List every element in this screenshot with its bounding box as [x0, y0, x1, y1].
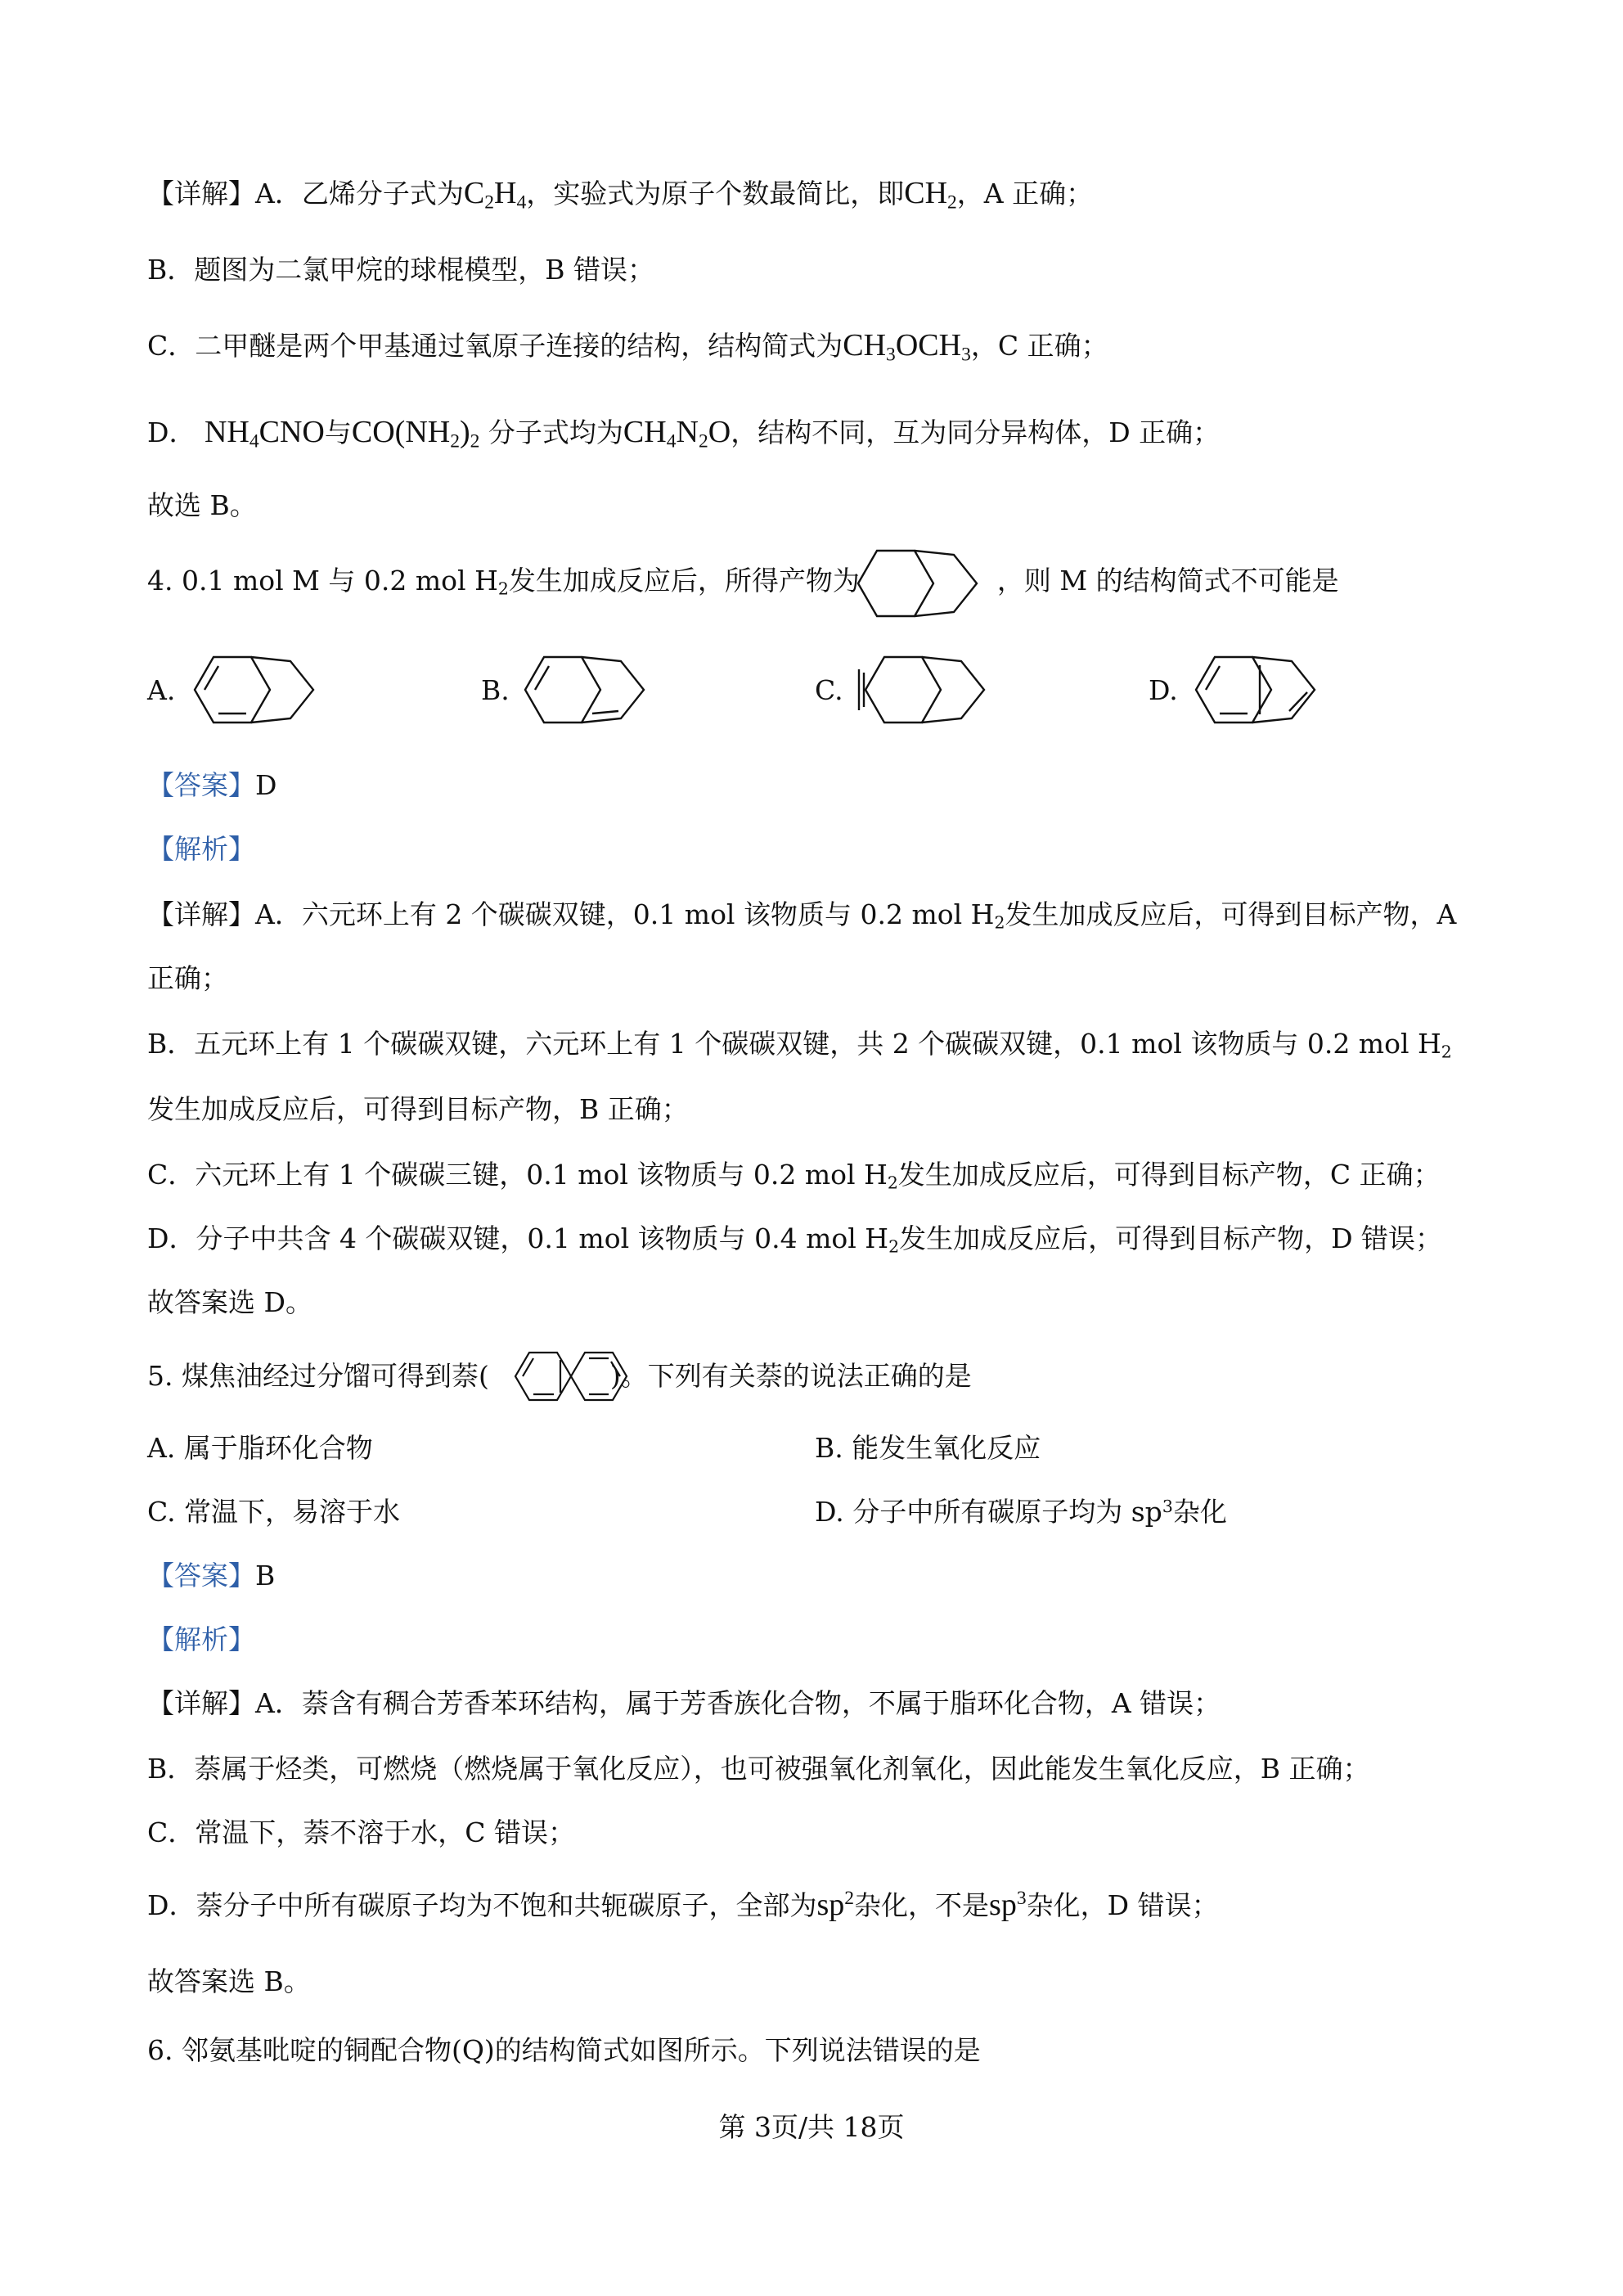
q6-stem: 6. 邻氨基吡啶的铜配合物(Q)的结构简式如图所示。下列说法错误的是: [147, 2034, 981, 2066]
sym: NH: [204, 415, 250, 449]
sub: 2: [888, 1236, 900, 1257]
q4-option-c-label: C.: [815, 674, 843, 706]
sub: 2: [887, 1173, 898, 1193]
q4-detail-a: [147, 897, 1456, 933]
text: D．萘分子中所有碳原子均为不饱和共轭碳原子，全部为: [147, 1889, 817, 1921]
text: 与: [324, 416, 352, 448]
text: ，结构不同，互为同分异构体，D 正确；: [731, 416, 1221, 448]
text: 【详解】A．乙烯分子式为: [147, 178, 464, 209]
text: ，则 M 的结构简式不可能是: [996, 565, 1339, 597]
formula-ch2: [904, 176, 957, 214]
q4-option-b-label: B.: [481, 674, 510, 706]
formula-ch4n2o: [623, 415, 731, 452]
q5-analysis-tag: 【解析】: [147, 1623, 255, 1655]
q5-option-d: [815, 1494, 1227, 1530]
text: 杂化: [1172, 1496, 1227, 1528]
sup: 3: [1162, 1496, 1173, 1516]
answer-value: B: [255, 1560, 276, 1591]
q4-option-a-structure: [187, 646, 326, 733]
q4-detail-a-cont: 正确；: [147, 962, 228, 994]
sub: 2: [698, 430, 708, 452]
sym: CH: [843, 328, 887, 362]
product-structure-hydrindane: [846, 540, 987, 627]
text: ，实验式为原子个数最简比，即: [526, 178, 905, 209]
formula-ch3och3: [843, 328, 971, 366]
q4-detail-d: [147, 1221, 1442, 1257]
formula-urea: [351, 415, 480, 452]
text: )。下列有关萘的说法正确的是: [609, 1360, 972, 1392]
q5-option-b: B. 能发生氧化反应: [815, 1432, 1041, 1464]
sym: N: [676, 415, 699, 449]
text: 杂化，D 错误；: [1026, 1889, 1219, 1921]
text: C．六元环上有 1 个碳碳三键，0.1 mol 该物质与 0.2 mol H: [147, 1159, 888, 1191]
sub: 2: [947, 191, 957, 214]
sub: 2: [484, 191, 494, 214]
q4-analysis-tag: 【解析】: [147, 833, 255, 865]
q5-answer: [147, 1558, 275, 1594]
text: 分子式均为: [488, 416, 623, 448]
text: 发生加成反应后，可得到目标产物，C 正确；: [897, 1159, 1441, 1191]
formula-sp3: [989, 1888, 1027, 1922]
q3-detail-a: [147, 175, 1093, 212]
text: D. 分子中所有碳原子均为 sp: [815, 1496, 1162, 1528]
q4-option-d-structure: [1188, 646, 1335, 733]
sub: 2: [1441, 1042, 1452, 1062]
q3-conclusion: 故选 B。: [147, 489, 257, 521]
sup: 3: [1016, 1888, 1027, 1910]
sym: sp: [816, 1888, 845, 1922]
answer-tag: 【答案】: [147, 1560, 255, 1591]
q4-detail-b: [147, 1026, 1452, 1062]
q5-option-c: C. 常温下，易溶于水: [147, 1496, 401, 1528]
sym: C: [463, 176, 485, 210]
sym: CO(NH: [351, 415, 451, 449]
q3-detail-d: [147, 414, 1220, 451]
q5-detail-d: [147, 1887, 1219, 1924]
q5-detail-a: 【详解】A．萘含有稠合芳香苯环结构，属于芳香族化合物，不属于脂环化合物，A 错误；: [147, 1687, 1221, 1719]
text: 【详解】A．六元环上有 2 个碳碳双键，0.1 mol 该物质与 0.2 mol H: [147, 898, 995, 930]
sym: ): [459, 415, 470, 449]
text: 发生加成反应后，可得到目标产物，A: [1005, 898, 1457, 930]
q4-stem: [147, 563, 1339, 599]
sym: O: [708, 415, 731, 449]
text: C．二甲醚是两个甲基通过氧原子连接的结构，结构简式为: [147, 330, 843, 362]
text: 发生加成反应后，可得到目标产物，D 错误；: [899, 1222, 1443, 1254]
formula-nh4cno: [204, 415, 325, 452]
q4-detail-c: [147, 1157, 1441, 1193]
text: D．: [147, 416, 196, 448]
sub: 2: [994, 912, 1005, 933]
text: ，C 正确；: [970, 330, 1108, 362]
q5-conclusion: 故答案选 B。: [147, 1965, 311, 1997]
answer-value: D: [255, 769, 277, 801]
q4-option-b-structure: [517, 646, 656, 733]
text: 4. 0.1 mol M 与 0.2 mol H: [147, 565, 498, 597]
sub: 4: [666, 430, 677, 452]
q4-option-d-label: D.: [1149, 674, 1178, 706]
sub: 3: [961, 344, 971, 366]
q4-option-a-label: A.: [147, 674, 176, 706]
formula-c2h4: [463, 176, 527, 214]
sym: CH: [623, 415, 667, 449]
text: ，A 正确；: [956, 178, 1094, 209]
sub: 4: [249, 430, 259, 452]
sym: CNO: [259, 415, 325, 449]
sub: 3: [886, 344, 896, 366]
q4-option-c-structure: [854, 646, 1001, 733]
naphthalene-structure: [509, 1344, 632, 1409]
q5-option-a: A. 属于脂环化合物: [147, 1432, 373, 1464]
page-footer: 第 3页/共 18页: [718, 2111, 905, 2143]
sup: 2: [844, 1888, 855, 1910]
text: D．分子中共含 4 个碳碳双键，0.1 mol 该物质与 0.4 mol H: [147, 1222, 889, 1254]
sym: OCH: [895, 328, 962, 362]
answer-tag: 【答案】: [147, 769, 255, 801]
q4-answer: [147, 768, 276, 804]
q5-detail-c: C．常温下，萘不溶于水，C 错误；: [147, 1817, 575, 1848]
formula-sp2: [816, 1888, 854, 1922]
q4-detail-b-cont: 发生加成反应后，可得到目标产物，B 正确；: [147, 1093, 689, 1125]
q4-conclusion: 故答案选 D。: [147, 1286, 312, 1318]
q3-detail-b: B．题图为二氯甲烷的球棍模型，B 错误；: [147, 254, 654, 286]
sub: 2: [497, 579, 509, 599]
text: 发生加成反应后，所得产物为: [508, 565, 860, 597]
sym: sp: [989, 1888, 1017, 1922]
sym: H: [493, 176, 517, 210]
q5-detail-b: B．萘属于烃类，可燃烧（燃烧属于氧化反应），也可被强氧化剂氧化，因此能发生氧化反应，B 正确；: [147, 1753, 1370, 1785]
sub: 4: [516, 191, 527, 214]
text: 5. 煤焦油经过分馏可得到萘(: [147, 1360, 489, 1392]
text: 杂化，不是: [854, 1889, 990, 1921]
q3-detail-c: [147, 327, 1108, 364]
sub: 2: [450, 430, 460, 452]
sym: CH: [904, 176, 948, 210]
text: B．五元环上有 1 个碳碳双键，六元环上有 1 个碳碳双键，共 2 个碳碳双键，0.1 mol 该物质与 0.2 mol H: [147, 1028, 1441, 1060]
sub: 2: [470, 430, 480, 452]
